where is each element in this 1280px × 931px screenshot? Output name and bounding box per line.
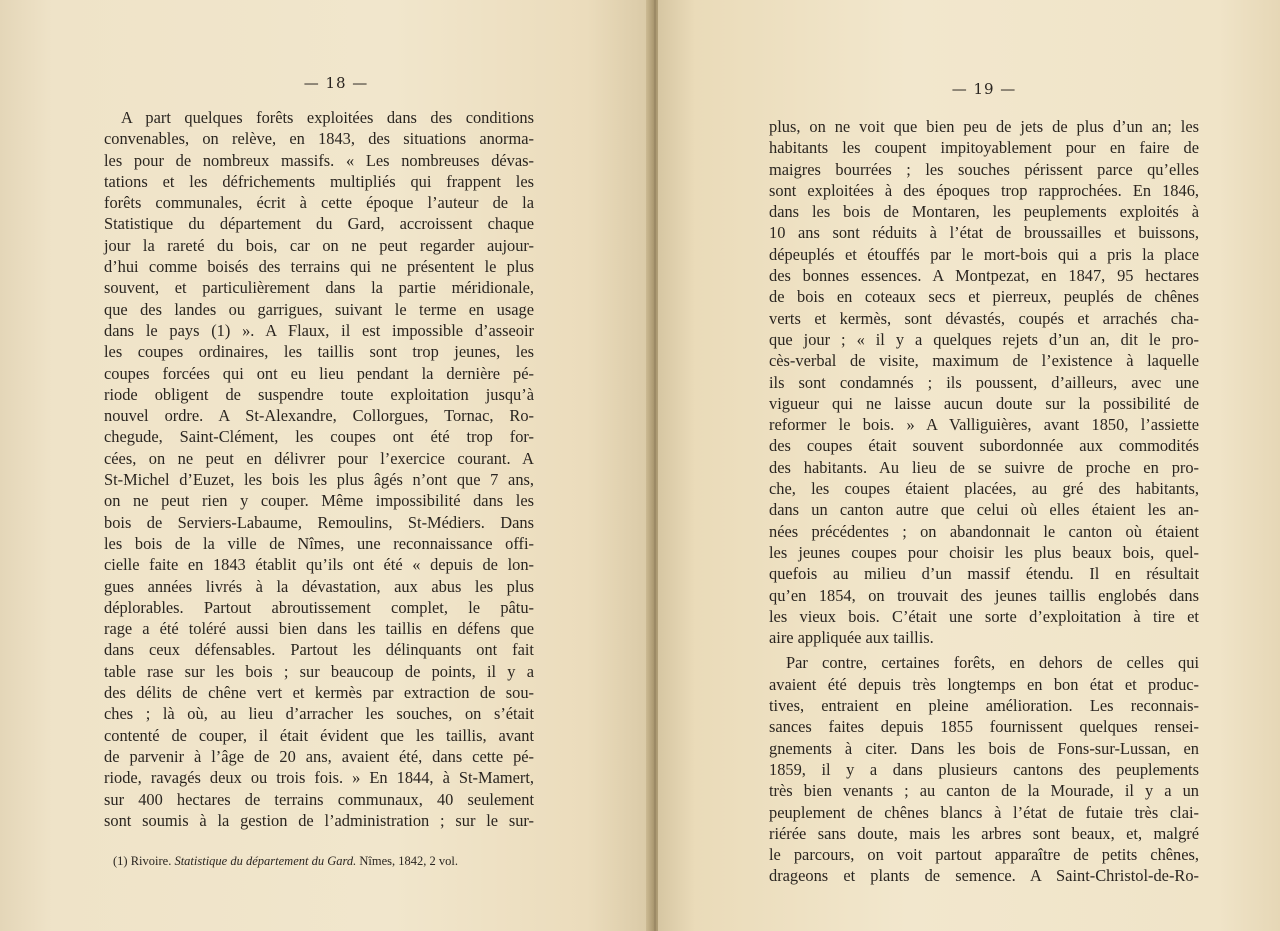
text-line: avaient été depuis très longtemps en bon état et produc-: [769, 674, 1199, 694]
text-line: sont soumis à la gestion de l’administration ; sur le sur-: [104, 810, 534, 830]
text-line: 10 ans sont réduits à l’état de broussailles et buissons,: [769, 223, 1199, 243]
text-line: A part quelques forêts exploitées dans des conditions: [121, 108, 534, 127]
text-line: chegude, Saint-Clément, les coupes ont été trop for-: [104, 427, 534, 447]
text-line: tations et les défrichements multipliés qui frappent les: [104, 171, 534, 191]
text-line: sur 400 hectares de terrains communaux, 40 seulement: [104, 789, 534, 809]
text-line: cielle faite en 1843 établit qu’ils ont été « depuis de lon-: [104, 555, 534, 575]
text-line: qu’en 1854, on trouvait des jeunes taillis englobés dans: [769, 585, 1199, 605]
text-line: riode obligent de suspendre toute exploitation jusqu’à: [104, 384, 534, 404]
text-line: les pour de nombreux massifs. « Les nombreuses dévas-: [104, 150, 534, 170]
text-line: d’hui comme boisés des terrains qui ne présentent le plus: [104, 257, 534, 277]
footnote-suffix: Nîmes, 1842, 2 vol.: [356, 854, 458, 868]
text-line: plus, on ne voit que bien peu de jets de plus d’un an; les: [769, 117, 1199, 136]
text-line: dans le pays (1) ». A Flaux, il est impossible d’asseoir: [104, 320, 534, 340]
text-line: vigueur qui ne laisse aucun doute sur la possibilité de: [769, 393, 1199, 413]
footnote: [113, 854, 513, 869]
text-line: tives, entraient en pleine amélioration. Les reconnais-: [769, 696, 1199, 716]
text-line: les vieux bois. C’était une sorte d’exploitation à tire et: [769, 606, 1199, 626]
text-line: contenté de couper, il était évident que les taillis, avant: [104, 725, 534, 745]
text-line: dans les bois de Montaren, les peuplements exploités à: [769, 202, 1199, 222]
text-line: table rase sur les bois ; sur beaucoup de points, il y a: [104, 661, 534, 681]
text-line: jour la rareté du bois, car on ne peut regarder aujour-: [104, 235, 534, 255]
text-line: nouvel ordre. A St-Alexandre, Collorgues, Tornac, Ro-: [104, 406, 534, 426]
text-line: sances faites depuis 1855 fournissent quelques rensei-: [769, 717, 1199, 737]
text-line: très bien venants ; au canton de la Mourade, il y a un: [769, 781, 1199, 801]
text-line: peuplement de chênes blancs à l’état de futaie très clai-: [769, 802, 1199, 822]
text-line: on ne peut rien y couper. Même impossibilité dans les: [104, 491, 534, 511]
text-line: des bonnes essences. A Montpezat, en 1847, 95 hectares: [769, 266, 1199, 286]
text-line: che, les coupes étaient placées, au gré des habitants,: [769, 479, 1199, 499]
text-line: de bois en coteaux secs et pierreux, peuplés de chênes: [769, 287, 1199, 307]
text-line: que des landes ou garrigues, suivant le terme en usage: [104, 299, 534, 319]
text-line: le parcours, on voit partout apparaître de petits chênes,: [769, 845, 1199, 865]
text-line: forêts communales, écrit à cette époque l’auteur de la: [104, 193, 534, 213]
text-line: les jeunes coupes pour choisir les plus beaux bois, quel-: [769, 542, 1199, 562]
text-line: drageons et plants de semence. A Saint-Christol-de-Ro-: [769, 866, 1199, 886]
text-line: déplorables. Partout abroutissement complet, le pâtu-: [104, 597, 534, 617]
text-line: riérée sans doute, mais les arbres sont beaux, et, malgré: [769, 823, 1199, 843]
text-line: ils sont condamnés ; ils poussent, d’ailleurs, avec une: [769, 372, 1199, 392]
text-line: dépeuplés et étouffés par le mort-bois qui a pris la place: [769, 244, 1199, 264]
text-line: cès-verbal de visite, maximum de l’existence à laquelle: [769, 351, 1199, 371]
text-line: Statistique du département du Gard, accroissent chaque: [104, 214, 534, 234]
text-line: ches ; là où, au lieu d’arracher les souches, on s’était: [104, 704, 534, 724]
text-line: gues années livrés à la dévastation, aux abus les plus: [104, 576, 534, 596]
text-line: quefois au milieu d’un massif étendu. Il en résultait: [769, 564, 1199, 584]
text-line: souvent, et particulièrement dans la partie méridionale,: [104, 278, 534, 298]
text-line: gnements à citer. Dans les bois de Fons-sur-Lussan, en: [769, 738, 1199, 758]
page-number-right: — 19 —: [951, 80, 1017, 98]
text-line: dans ceux défensables. Partout les délinquants ont fait: [104, 640, 534, 660]
footnote-prefix: (1) Rivoire.: [113, 854, 175, 868]
right-page: [658, 0, 1280, 931]
text-line: aire appliquée aux taillis.: [769, 628, 934, 648]
text-line: reformer le bois. » A Valliguières, avant 1850, l’assiette: [769, 415, 1199, 435]
page-number-left: — 18 —: [303, 74, 369, 92]
text-line: Par contre, certaines forêts, en dehors de celles qui: [786, 653, 1199, 673]
text-line: bois de Serviers-Labaume, Remoulins, St-Médiers. Dans: [104, 512, 534, 532]
text-line: riode, ravagés deux ou trois fois. » En 1844, à St-Mamert,: [104, 768, 534, 788]
text-line: que jour ; « il y a quelques rejets d’un an, dit le pro-: [769, 329, 1199, 349]
text-line: convenables, on relève, en 1843, des situations anorma-: [104, 129, 534, 149]
text-line: de parvenir à l’âge de 20 ans, avaient été, dans cette pé-: [104, 746, 534, 766]
left-page-body: [104, 107, 534, 831]
text-line: les coupes ordinaires, les taillis sont trop jeunes, les: [104, 342, 534, 362]
text-line: des délits de chêne vert et kermès par extraction de sou-: [104, 683, 534, 703]
text-line: dans un canton autre que celui où elles étaient les an-: [769, 500, 1199, 520]
right-page-body: [769, 116, 1199, 887]
footnote-title: Statistique du département du Gard.: [174, 854, 357, 868]
text-line: verts et kermès, sont dévastés, coupés et arrachés cha-: [769, 308, 1199, 328]
text-line: des habitants. Au lieu de se suivre de proche en pro-: [769, 457, 1199, 477]
text-line: St-Michel d’Euzet, les bois les plus âgés n’ont que 7 ans,: [104, 470, 534, 490]
text-line: cées, on ne peut en délivrer pour l’exercice courant. A: [104, 448, 534, 468]
text-line: maigres bourrées ; les souches périssent parce qu’elles: [769, 159, 1199, 179]
text-line: habitants les coupent impitoyablement pour en faire de: [769, 138, 1199, 158]
text-line: nées précédentes ; on abandonnait le canton où étaient: [769, 521, 1199, 541]
text-line: coupes forcées qui ont eu lieu pendant la dernière pé-: [104, 363, 534, 383]
text-line: rage a été toléré aussi bien dans les taillis en défens que: [104, 619, 534, 639]
text-line: des coupes était souvent subordonnée aux commodités: [769, 436, 1199, 456]
text-line: 1859, il y a dans plusieurs cantons des peuplements: [769, 759, 1199, 779]
text-line: les bois de la ville de Nîmes, une reconnaissance offi-: [104, 533, 534, 553]
text-line: sont exploitées à des époques trop rapprochées. En 1846,: [769, 180, 1199, 200]
